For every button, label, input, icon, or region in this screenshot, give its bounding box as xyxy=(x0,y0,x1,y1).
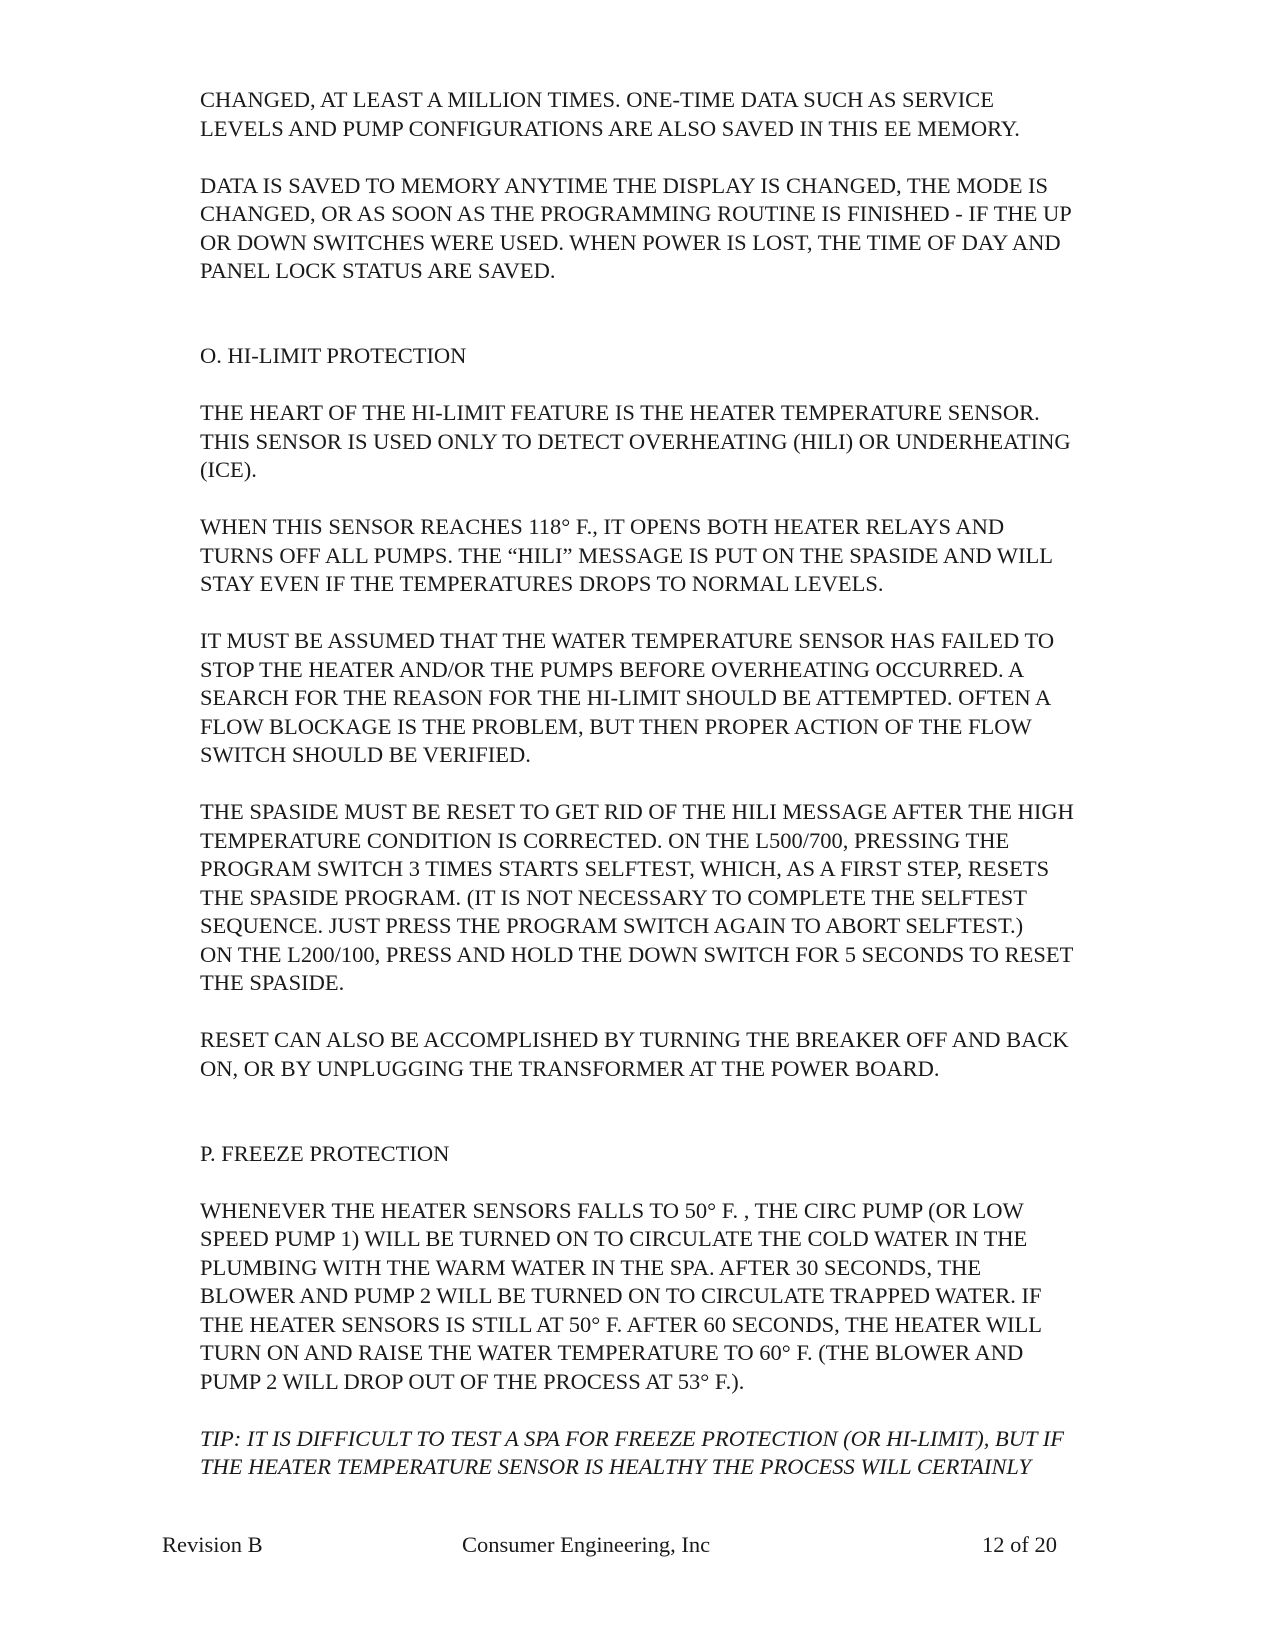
paragraph-data-saving: DATA IS SAVED TO MEMORY ANYTIME THE DISPLAY IS CHANGED, THE MODE IS CHANGED, OR AS SOON AS THE PROGRAMMING ROUTINE IS FINISHED - IF THE UP OR DOWN SWITCHES WERE USED. WHEN POWER IS LOST, THE TIME OF DAY AND PANEL LOCK STATUS ARE SAVED. xyxy=(200,172,1072,283)
section-freeze-protection xyxy=(200,1140,1200,1482)
paragraph-reset-breaker: RESET CAN ALSO BE ACCOMPLISHED BY TURNING THE BREAKER OFF AND BACK ON, OR BY UNPLUGGING THE TRANSFORMER AT THE POWER BOARD. xyxy=(200,1027,1069,1081)
paragraph-reset-spaside: THE SPASIDE MUST BE RESET TO GET RID OF THE HILI MESSAGE AFTER THE HIGH TEMPERATURE CONDITION IS CORRECTED. ON THE L500/700, PRESSING THE PROGRAM SWITCH 3 TIMES STARTS SELFTEST, WHICH, AS A FIRST STEP, RESETS THE SPASIDE PROGRAM. (IT IS NOT NECESSARY TO COMPLETE THE SELFTEST SEQUENCE. JUST PRESS THE PROGRAM SWITCH AGAIN TO ABORT SELFTEST.) ON THE L200/100, PRESS AND HOLD THE DOWN SWITCH FOR 5 SECONDS TO RESET THE SPASIDE. xyxy=(200,799,1074,995)
section-heading-hi-limit: O. HI-LIMIT PROTECTION xyxy=(200,343,467,368)
page-content xyxy=(200,86,1200,1510)
footer-page-number: 12 of 20 xyxy=(982,1532,1057,1557)
paragraph-heater-sensor: THE HEART OF THE HI-LIMIT FEATURE IS THE HEATER TEMPERATURE SENSOR. THIS SENSOR IS USED ONLY TO DETECT OVERHEATING (HILI) OR UNDERHEATING (ICE). xyxy=(200,400,1071,482)
page-footer xyxy=(0,1531,1275,1561)
section-heading-freeze: P. FREEZE PROTECTION xyxy=(200,1140,450,1166)
paragraph-ee-memory: CHANGED, AT LEAST A MILLION TIMES. ONE-TIME DATA SUCH AS SERVICE LEVELS AND PUMP CONFIGURATIONS ARE ALSO SAVED IN THIS EE MEMORY. xyxy=(200,87,1020,141)
footer-company: Consumer Engineering, Inc xyxy=(462,1532,711,1557)
paragraph-118-degrees: WHEN THIS SENSOR REACHES 118° F., IT OPENS BOTH HEATER RELAYS AND TURNS OFF ALL PUMPS. THE “HILI” MESSAGE IS PUT ON THE SPASIDE AND WILL STAY EVEN IF THE TEMPERATURES DROPS TO NORMAL LEVELS. xyxy=(200,514,1054,596)
paragraph-sensor-failure: IT MUST BE ASSUMED THAT THE WATER TEMPERATURE SENSOR HAS FAILED TO STOP THE HEATER AND/OR THE PUMPS BEFORE OVERHEATING OCCURRED. A SEARCH FOR THE REASON FOR THE HI-LIMIT SHOULD BE ATTEMPTED. OFTEN A FLOW BLOCKAGE IS THE PROBLEM, BUT THEN PROPER ACTION OF THE FLOW SWITCH SHOULD BE VERIFIED. xyxy=(200,628,1055,767)
section-spacer xyxy=(200,314,1200,342)
section-spacer xyxy=(200,1112,1200,1140)
footer-revision: Revision B xyxy=(162,1532,263,1557)
tip-freeze-test: TIP: IT IS DIFFICULT TO TEST A SPA FOR FREEZE PROTECTION (OR HI-LIMIT), BUT IF THE HEATER TEMPERATURE SENSOR IS HEALTHY THE PROCESS WILL CERTAINLY xyxy=(200,1425,1064,1479)
paragraph-freeze-process: WHENEVER THE HEATER SENSORS FALLS TO 50° F. , THE CIRC PUMP (OR LOW SPEED PUMP 1) WILL BE TURNED ON TO CIRCULATE THE COLD WATER IN THE PLUMBING WITH THE WARM WATER IN THE SPA. AFTER 30 SECONDS, THE BLOWER AND PUMP 2 WILL BE TURNED ON TO CIRCULATE TRAPPED WATER. IF THE HEATER SENSORS IS STILL AT 50° F. AFTER 60 SECONDS, THE HEATER WILL TURN ON AND RAISE THE WATER TEMPERATURE TO 60° F. (THE BLOWER AND PUMP 2 WILL DROP OUT OF THE PROCESS AT 53° F.). xyxy=(200,1197,1043,1394)
section-hi-limit xyxy=(200,342,1200,1083)
